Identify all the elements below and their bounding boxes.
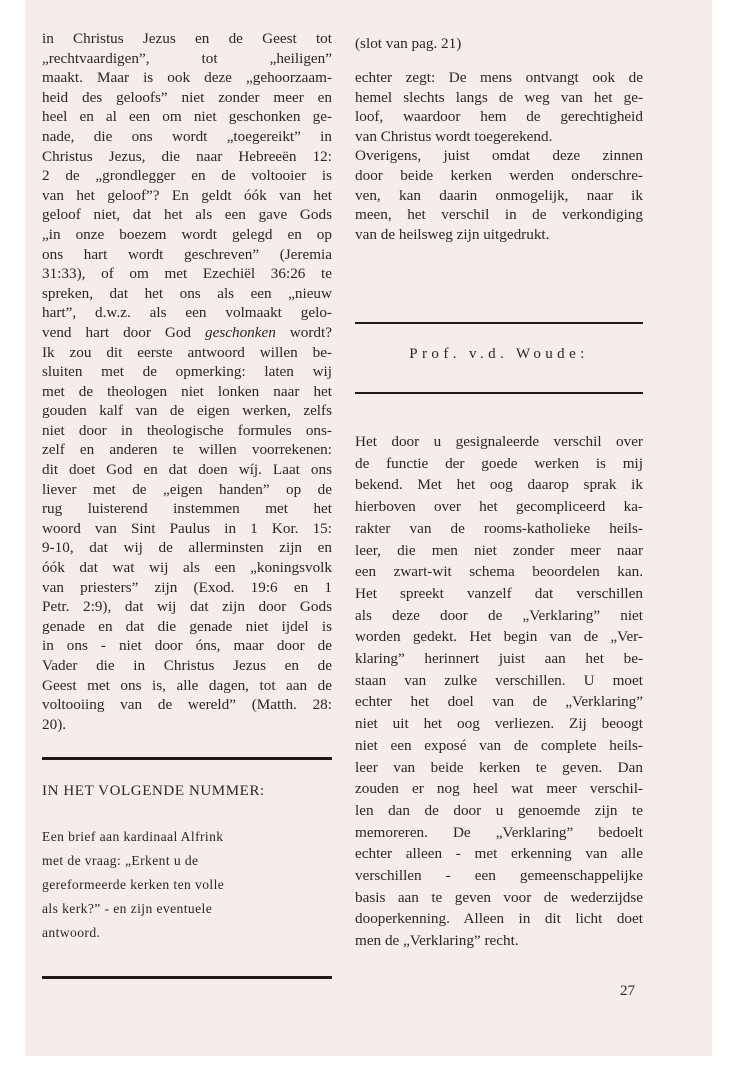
text-line: Vader die in Christus Jezus en de <box>42 657 332 674</box>
author-heading: Prof. v.d. Woude: <box>409 346 589 362</box>
text-line: de functie der goede werken is mij <box>355 454 643 472</box>
text-line: echter het doel van de „Verklaring” <box>355 693 643 711</box>
text-line: Petr. 2:9), dat wij dat zijn door Gods <box>42 598 332 616</box>
divider-rule-right-bottom <box>355 392 643 394</box>
italic-emphasis: geschonken <box>205 323 276 341</box>
text-line: gouden kalf van de eigen werken, zelfs <box>42 402 332 420</box>
text-line: met de theologen niet lonken naar het <box>42 382 332 400</box>
text-line: vend hart door God geschonken wordt? <box>42 323 332 341</box>
text-line: van Christus wordt toegerekend. <box>355 127 553 145</box>
text-line: zouden er nog heel wat meer verschil- <box>355 780 643 798</box>
text-line: heel en al een om niet geschonken ge- <box>42 108 332 126</box>
text-line: len dan de door u genoemde zijn te <box>355 801 643 819</box>
divider-rule-left-top <box>42 757 332 760</box>
text-line: 31:33), of om met Ezechiël 36:26 te <box>42 265 332 283</box>
text-line: óók dat wat wij als een „koningsvolk <box>42 559 332 577</box>
text-line: voltooiing van de wereld” (Matth. 28: <box>42 696 332 714</box>
next-issue-line: als kerk?” - en zijn eventuele <box>42 901 213 916</box>
text-line: loof, waardoor hem de gerechtigheid <box>355 108 643 126</box>
next-issue-line: antwoord. <box>42 925 101 940</box>
text-line: 2 de „grondlegger en de voltooier is <box>42 167 332 185</box>
text-line: memoreren. De „Verklaring” bedoelt <box>355 823 643 841</box>
text-line: „in onze boezem wordt gelegd en op <box>42 225 332 243</box>
text-line: Christus Jezus, die naar Hebreeën 12: <box>42 147 332 165</box>
text-line: worden gedekt. Het begin van de „Ver- <box>355 628 643 646</box>
text-line: Overigens, juist omdat deze zinnen <box>355 147 643 165</box>
next-issue-line: Een brief aan kardinaal Alfrink <box>42 829 224 844</box>
text-line: rug luisterend instemmen met het <box>42 500 332 518</box>
next-issue-heading: IN HET VOLGENDE NUMMER: <box>42 783 265 799</box>
text-line: staan van zulke verschillen. U moet <box>355 671 643 689</box>
next-issue-line: gereformeerde kerken ten volle <box>42 877 225 892</box>
text-line: dooperkenning. Alleen in dit licht doet <box>355 910 643 928</box>
continuation-note: (slot van pag. 21) <box>355 35 462 52</box>
text-line: leer van beide kerken te geven. Dan <box>355 758 643 776</box>
text-line: nade, die ons wordt „toegereikt” in <box>42 127 332 145</box>
text-line: van de heilsweg zijn uitgedrukt. <box>355 225 550 243</box>
text-line: genade en dat die genade niet ijdel is <box>42 617 332 635</box>
text-line: door beide kerken werden onderschre- <box>355 166 643 184</box>
text-line: sluiten met de opmerking: laten wij <box>42 363 332 381</box>
text-line: woord van Sint Paulus in 1 Kor. 15: <box>42 519 332 537</box>
text-line: zelf en anderen te willen voorrekenen: <box>42 441 332 459</box>
text-line: bekend. Met het oog daarop sprak ik <box>355 476 643 494</box>
text-line: verschillen - een gemeenschappelijke <box>355 867 643 885</box>
text-line: van priesters” zijn (Exod. 19:6 en 1 <box>42 578 332 596</box>
text-line: als deze door de „Verklaring” niet <box>355 606 643 624</box>
text-line: niet uit het oog verliezen. Zij beoogt <box>355 715 643 733</box>
next-issue-body <box>42 825 332 945</box>
text-line: niet door in theologische formules ons- <box>42 421 332 439</box>
next-issue-line: met de vraag: „Erkent u de <box>42 853 199 868</box>
text-line: echter alleen - met erkenning van alle <box>355 845 643 863</box>
left-column-text <box>42 29 332 734</box>
text-line: in ons - niet door óns, maar door de <box>42 637 332 655</box>
text-line: Het door u gesignaleerde verschil over <box>355 433 643 450</box>
text-line: een zwart-wit schema beoordelen kan. <box>355 563 643 581</box>
text-line: Ik zou dit eerste antwoord willen be- <box>42 343 332 361</box>
text-line: men de „Verklaring” recht. <box>355 932 519 950</box>
text-line: klaring” herinnert juist aan het be- <box>355 650 643 668</box>
text-line: „rechtvaardigen”, tot „heiligen” <box>42 49 332 67</box>
text-line: rakter van de rooms-katholieke heils- <box>355 519 643 537</box>
text-line: hemel slechts langs de weg van het ge- <box>355 88 643 106</box>
text-line: heid des geloofs” niet zonder meer en <box>42 88 332 106</box>
text-line: basis aan te geven voor de wederzijdse <box>355 888 643 906</box>
text-line: echter zegt: De mens ontvangt ook de <box>355 69 643 86</box>
text-line: 9-10, dat wij de allerminsten zijn en <box>42 539 332 557</box>
text-line: Het spreekt vanzelf dat verschillen <box>355 584 643 602</box>
text-line: hierboven over het gecompliceerd ka- <box>355 498 643 516</box>
text-line: maakt. Maar is ook deze „gehoorzaam- <box>42 69 332 87</box>
text-line: leer, die men niet zonder meer naar <box>355 541 643 559</box>
text-line: dit doet God en dat doen wíj. Laat ons <box>42 461 332 479</box>
text-line: in Christus Jezus en de Geest tot <box>42 30 332 47</box>
right-column-top-text <box>355 68 643 244</box>
text-line: niet een exposé van de complete heils- <box>355 736 643 754</box>
right-column-bottom-text <box>355 431 643 952</box>
text-line: liever met de „eigen handen” op de <box>42 480 332 498</box>
text-line: Geest met ons is, alle dagen, tot aan de <box>42 676 332 694</box>
page-number: 27 <box>620 983 635 999</box>
text-line: 20). <box>42 715 67 733</box>
text-line: geloof niet, dat het als een gave Gods <box>42 206 332 224</box>
text-line: ons hart wordt geschreven” (Jeremia <box>42 245 332 263</box>
text-line: hart”, d.w.z. als een volmaakt gelo- <box>42 304 332 322</box>
divider-rule-left-bottom <box>42 976 332 979</box>
text-line: meen, het verschil in de verkondiging <box>355 206 643 224</box>
text-line: van het geloof”? En geldt óók van het <box>42 186 332 204</box>
divider-rule-right-top <box>355 322 643 324</box>
text-line: ven, kan daarin onmogelijk, naar ik <box>355 186 643 204</box>
text-line: spreken, dat het ons als een „nieuw <box>42 284 332 302</box>
